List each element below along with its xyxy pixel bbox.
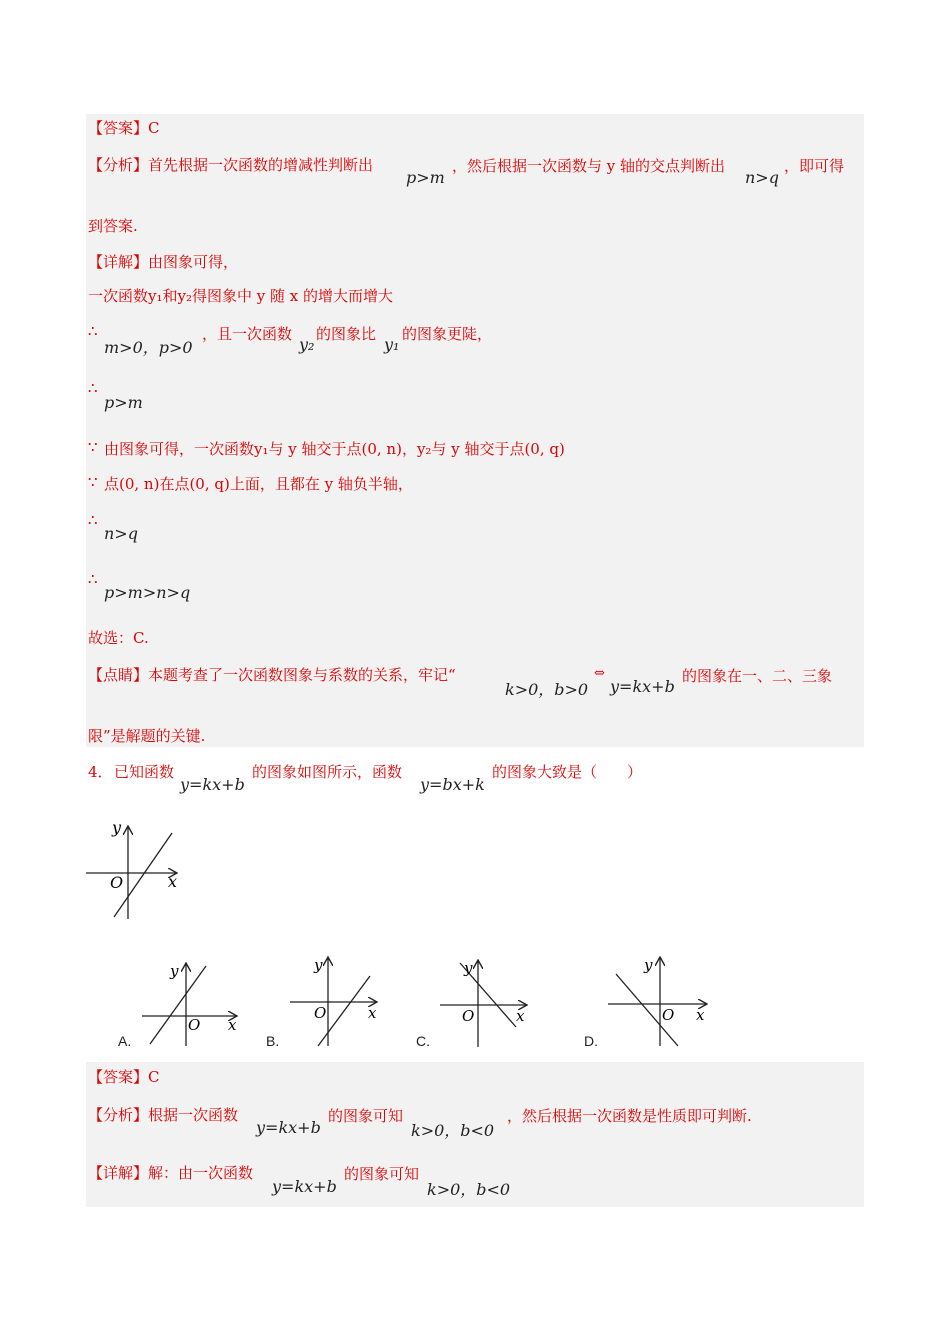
iff-symbol: ⇔ xyxy=(594,666,605,681)
therefore-symbol: ∴ xyxy=(88,379,98,397)
origin-label: O xyxy=(188,1016,201,1034)
detail-tag: 【详解】 xyxy=(88,1164,149,1182)
therefore-symbol: ∴ xyxy=(88,322,98,340)
option-d-label: D. xyxy=(584,1033,598,1049)
therefore-symbol: ∴ xyxy=(88,570,98,588)
math-n-gt-q: n>q xyxy=(745,168,779,187)
question-number: 4． xyxy=(88,763,113,781)
math-y-kx-b: y=kx+b xyxy=(256,1118,321,1137)
math-y1: y₁ xyxy=(384,335,400,354)
detail-text: 由图象可得， xyxy=(148,253,239,271)
math-chain: p>m>n>q xyxy=(104,583,191,602)
math-k-pos-b-neg: k>0，b<0 xyxy=(427,1180,511,1199)
analysis-text-2: 的图象可知 xyxy=(328,1107,404,1125)
q4-analysis-line xyxy=(88,1105,238,1125)
detail-tag: 【详解】 xyxy=(88,253,149,271)
math-m-p-positive: m>0，p>0 xyxy=(104,338,193,357)
q3-detail-line xyxy=(88,252,238,272)
math-y-kx-b: y=kx+b xyxy=(272,1177,337,1196)
analysis-tag: 【分析】 xyxy=(88,1106,149,1124)
origin-label: O xyxy=(462,1007,475,1025)
math-k-b-positive: k>0，b>0 xyxy=(505,680,589,699)
detail-text-2: 的图象可知 xyxy=(344,1165,420,1183)
analysis-text: 根据一次函数 xyxy=(148,1106,239,1124)
q3-detail-line-2: 一次函数y₁和y₂得图象中 y 随 x 的增大而增大 xyxy=(88,287,393,305)
detail-text-3b: 的图象比 xyxy=(316,325,377,343)
question-stem-3: 的图象大致是（ ） xyxy=(492,763,643,781)
answer-panel-q3 xyxy=(86,114,864,747)
option-b-label: B. xyxy=(266,1033,280,1049)
y-axis-label: y xyxy=(314,956,323,974)
analysis-tag: 【分析】 xyxy=(88,156,149,174)
origin-label: O xyxy=(314,1004,327,1022)
q4-detail-line xyxy=(88,1163,253,1183)
y-axis-label: y xyxy=(112,818,122,837)
analysis-text-3: ，然后根据一次函数是性质即可判断. xyxy=(507,1107,752,1125)
x-axis-label: x xyxy=(696,1006,705,1024)
origin-label: O xyxy=(662,1006,675,1024)
x-axis-label: x xyxy=(228,1016,237,1034)
option-d-graph xyxy=(606,952,712,1048)
x-axis-label: x xyxy=(516,1007,525,1025)
y-axis-label: y xyxy=(644,956,653,974)
option-c-label: C. xyxy=(416,1033,430,1049)
option-a-graph xyxy=(140,958,250,1048)
detail-text-3c: 的图象更陡， xyxy=(402,325,493,343)
q3-answer-line xyxy=(88,118,160,138)
math-p-gt-m: p>m xyxy=(406,168,445,187)
math-y2: y₂ xyxy=(299,335,315,354)
point-text: 本题考查了一次函数图象与系数的关系，牢记“ xyxy=(148,666,456,684)
q3-analysis-cont: 到答案. xyxy=(88,217,138,235)
math-p-gt-m: p>m xyxy=(104,393,143,412)
answer-value: C xyxy=(148,119,160,137)
math-k-pos-b-neg: k>0，b<0 xyxy=(411,1121,495,1140)
y-axis-label: y xyxy=(464,959,473,977)
math-n-gt-q: n>q xyxy=(104,524,138,543)
because-symbol: ∵ xyxy=(88,438,98,456)
answer-tag: 【答案】 xyxy=(88,119,149,137)
point-tag: 【点睛】 xyxy=(88,666,149,684)
q4-answer-line xyxy=(88,1067,160,1087)
detail-text-3: ，且一次函数 xyxy=(202,325,293,343)
analysis-text-3: ，即可得 xyxy=(784,157,845,175)
answer-tag: 【答案】 xyxy=(88,1068,149,1086)
option-b-graph xyxy=(288,952,388,1048)
analysis-text-2: ，然后根据一次函数与 y 轴的交点判断出 xyxy=(452,157,726,175)
q3-analysis-line xyxy=(88,155,373,175)
q3-point-cont: 限”是解题的关键. xyxy=(88,727,206,745)
x-axis-label: x xyxy=(168,872,178,891)
origin-label: O xyxy=(110,873,124,892)
q3-point-line xyxy=(88,665,456,685)
detail-text: 解：由一次函数 xyxy=(148,1164,254,1182)
math-y-bx-k: y=bx+k xyxy=(420,775,485,794)
q3-choose: 故选：C. xyxy=(88,629,149,647)
therefore-symbol: ∴ xyxy=(88,511,98,529)
detail-text-5: 由图象可得，一次函数y₁与 y 轴交于点(0, n)，y₂与 y 轴交于点(0, q) xyxy=(104,440,565,458)
option-c-graph xyxy=(438,955,538,1048)
main-graph xyxy=(84,815,194,925)
analysis-text: 首先根据一次函数的增减性判断出 xyxy=(148,156,374,174)
math-y-kx-b: y=kx+b xyxy=(180,775,245,794)
answer-value: C xyxy=(148,1068,160,1086)
x-axis-label: x xyxy=(368,1004,377,1022)
detail-text-6: 点(0, n)在点(0, q)上面，且都在 y 轴负半轴， xyxy=(104,475,413,493)
y-axis-label: y xyxy=(170,962,179,980)
because-symbol: ∵ xyxy=(88,473,98,491)
math-y-kx-b: y=kx+b xyxy=(610,677,675,696)
option-a-label: A. xyxy=(118,1033,132,1049)
question-stem-2: 的图象如图所示，函数 xyxy=(252,763,403,781)
question-stem-1: 已知函数 xyxy=(114,763,175,781)
point-text-2: 的图象在一、二、三象 xyxy=(682,667,833,685)
